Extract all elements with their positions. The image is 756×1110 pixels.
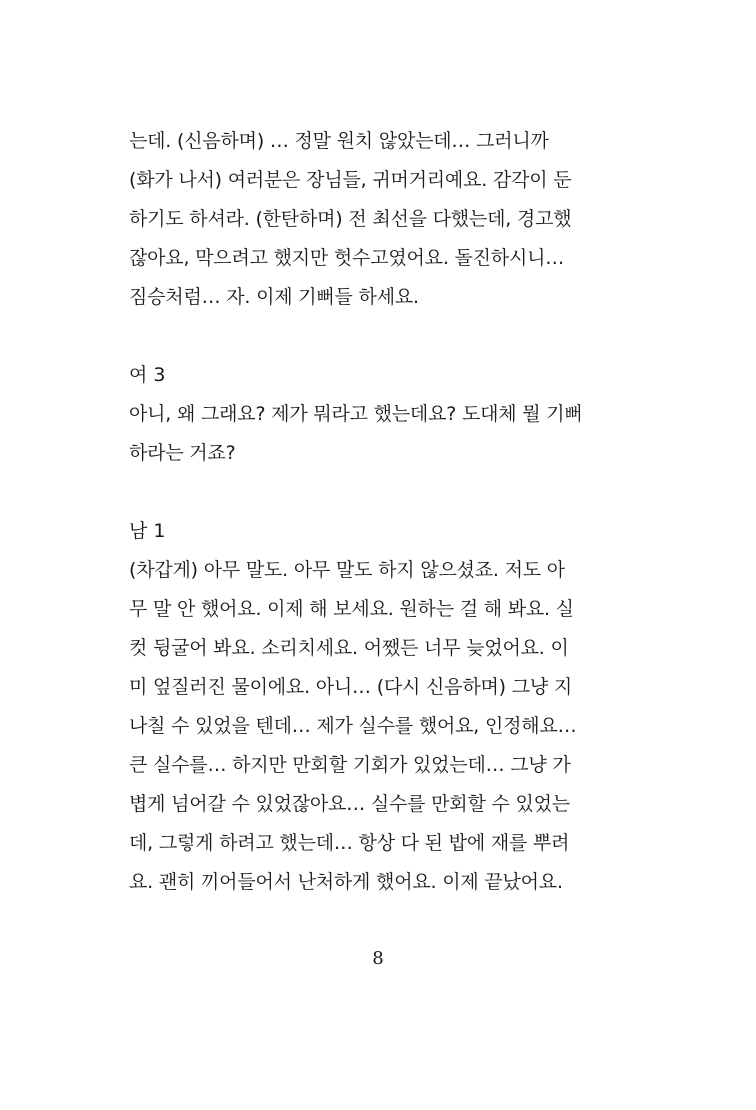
block-spacer <box>129 473 609 512</box>
dialogue-block-1 <box>129 122 609 317</box>
dialogue-line: 짐승처럼… 자. 이제 기뻐들 하세요. <box>129 286 419 308</box>
dialogue-block-2 <box>129 356 609 473</box>
dialogue-line: 데, 그렇게 하려고 했는데… 항상 다 된 밥에 재를 뿌려 <box>129 832 570 854</box>
script-body <box>129 122 609 902</box>
dialogue-line: 하라는 거죠? <box>129 442 236 464</box>
dialogue-line: 아니, 왜 그래요? 제가 뭐라고 했는데요? 도대체 뭘 기뻐 <box>129 403 583 425</box>
dialogue-line: 미 엎질러진 물이에요. 아니… (다시 신음하며) 그냥 지 <box>129 676 573 698</box>
page-number: 8 <box>372 948 384 969</box>
dialogue-line: 나칠 수 있었을 텐데… 제가 실수를 했어요, 인정해요… <box>129 715 577 737</box>
dialogue-line: 컷 뒹굴어 봐요. 소리치세요. 어쨌든 너무 늦었어요. 이 <box>129 637 569 659</box>
dialogue-line: 는데. (신음하며) … 정말 원치 않았는데… 그러니까 <box>129 130 549 152</box>
dialogue-line: 요. 괜히 끼어들어서 난처하게 했어요. 이제 끝났어요. <box>129 871 563 893</box>
dialogue-line: 하기도 하셔라. (한탄하며) 전 최선을 다했는데, 경고했 <box>129 208 572 230</box>
speaker-label: 남 1 <box>129 520 166 542</box>
dialogue-line: 큰 실수를… 하지만 만회할 기회가 있었는데… 그냥 가 <box>129 754 571 776</box>
dialogue-line: 무 말 안 했어요. 이제 해 보세요. 원하는 걸 해 봐요. 실 <box>129 598 574 620</box>
speaker-label: 여 3 <box>129 364 166 386</box>
dialogue-line: 볍게 넘어갈 수 있었잖아요… 실수를 만회할 수 있었는 <box>129 793 570 815</box>
dialogue-block-3 <box>129 512 609 902</box>
dialogue-line: (화가 나서) 여러분은 장님들, 귀머거리예요. 감각이 둔 <box>129 169 572 191</box>
dialogue-line: (차갑게) 아무 말도. 아무 말도 하지 않으셨죠. 저도 아 <box>129 559 565 581</box>
dialogue-line: 잖아요, 막으려고 했지만 헛수고였어요. 돌진하시니… <box>129 247 565 269</box>
block-spacer <box>129 317 609 356</box>
